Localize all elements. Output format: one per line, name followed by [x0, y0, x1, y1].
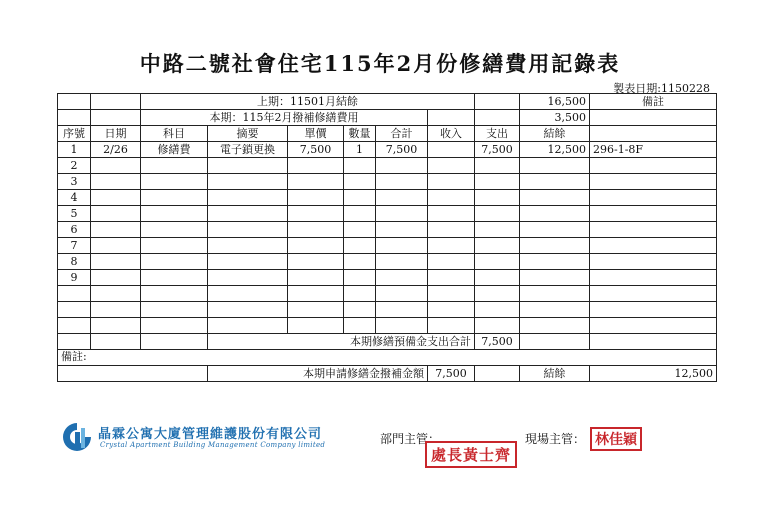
dept-supervisor-label: 部門主管：: [380, 432, 441, 446]
cell-expense: [475, 254, 520, 270]
cell-price: [288, 318, 344, 334]
cell-no: 4: [58, 190, 91, 206]
cell-summary: [208, 286, 288, 302]
cell-qty: [344, 190, 376, 206]
cell-summary: [208, 190, 288, 206]
cell-qty: [344, 174, 376, 190]
cell-date: [91, 174, 141, 190]
col-header-income: 收入: [428, 126, 475, 142]
cell-expense: [475, 270, 520, 286]
cell-qty: [344, 222, 376, 238]
cell-balance: [520, 302, 590, 318]
table-row: [58, 142, 717, 158]
cell-expense: [475, 302, 520, 318]
cell-qty: [344, 238, 376, 254]
cell-note: [590, 318, 717, 334]
cell-total: [376, 270, 428, 286]
cell-price: [288, 254, 344, 270]
cell-summary: [208, 174, 288, 190]
cell-subject: [141, 302, 208, 318]
table-row: [58, 302, 717, 318]
cell-note: [590, 158, 717, 174]
cell-expense: [475, 286, 520, 302]
cell-qty: 1: [344, 142, 376, 158]
cell-no: 7: [58, 238, 91, 254]
company-name: 晶霖公寓大廈管理維護股份有限公司: [98, 427, 323, 442]
footer: [60, 420, 720, 480]
cell-expense: [475, 318, 520, 334]
cell-date: [91, 270, 141, 286]
cell-income: [428, 222, 475, 238]
final-balance-amount: 12,500: [590, 366, 717, 382]
cell-subject: [141, 190, 208, 206]
total-expense-label: 本期修繕預備金支出合計: [208, 334, 475, 350]
cell-income: [428, 318, 475, 334]
cell-note: [590, 238, 717, 254]
company-logo-icon: [60, 420, 94, 454]
cell-total: [376, 318, 428, 334]
cell-summary: [208, 222, 288, 238]
cell-qty: [344, 302, 376, 318]
cell-balance: [520, 190, 590, 206]
cell-balance: [520, 270, 590, 286]
col-header-date: 日期: [91, 126, 141, 142]
cell-total: [376, 254, 428, 270]
summary-current-row: [58, 110, 717, 126]
cell-subject: 修繕費: [141, 142, 208, 158]
cell-subject: [141, 270, 208, 286]
cell-summary: [208, 238, 288, 254]
cell-price: [288, 302, 344, 318]
cell-note: 296-1-8F: [590, 142, 717, 158]
cell-total: [376, 222, 428, 238]
cell-total: [376, 206, 428, 222]
total-expense-row: [58, 334, 717, 350]
cell-note: [590, 302, 717, 318]
cell-date: 2/26: [91, 142, 141, 158]
table-row: [58, 318, 717, 334]
cell-income: [428, 254, 475, 270]
cell-total: [376, 238, 428, 254]
col-header-balance: 結餘: [520, 126, 590, 142]
remarks-header: 備註: [590, 94, 717, 110]
cell-price: [288, 222, 344, 238]
cell-summary: [208, 254, 288, 270]
cell-expense: [475, 158, 520, 174]
final-row: [58, 366, 717, 382]
cell-note: [590, 174, 717, 190]
cell-expense: [475, 238, 520, 254]
form-title: 中路二號社會住宅115年2月份修繕費用記錄表: [139, 51, 621, 76]
cell-total: [376, 286, 428, 302]
prepared-date: 製表日期:1150228: [613, 82, 710, 95]
cell-qty: [344, 270, 376, 286]
cell-expense: 7,500: [475, 142, 520, 158]
cell-no: 5: [58, 206, 91, 222]
cell-income: [428, 142, 475, 158]
cell-qty: [344, 206, 376, 222]
cell-qty: [344, 158, 376, 174]
cell-no: 2: [58, 158, 91, 174]
col-header-note: [590, 126, 717, 142]
site-supervisor-stamp: 林佳穎: [590, 427, 642, 451]
cell-summary: [208, 206, 288, 222]
final-balance-label: 結餘: [520, 366, 590, 382]
cell-balance: [520, 286, 590, 302]
cell-summary: [208, 158, 288, 174]
summary-previous-row: [58, 94, 717, 110]
cell-total: [376, 190, 428, 206]
cell-date: [91, 286, 141, 302]
cell-note: [590, 190, 717, 206]
cell-total: 7,500: [376, 142, 428, 158]
site-supervisor-label: 現場主管：: [525, 432, 586, 446]
cell-date: [91, 302, 141, 318]
cell-date: [91, 254, 141, 270]
cell-subject: [141, 206, 208, 222]
cell-date: [91, 190, 141, 206]
cell-no: [58, 302, 91, 318]
cell-no: 1: [58, 142, 91, 158]
cell-price: [288, 270, 344, 286]
col-header-summary: 摘要: [208, 126, 288, 142]
company-logo: [60, 420, 326, 454]
current-period-amount: 3,500: [520, 110, 590, 126]
cell-date: [91, 206, 141, 222]
col-header-no: 序號: [58, 126, 91, 142]
previous-period-label: 上期：11501月結餘: [141, 94, 475, 110]
cell-no: 8: [58, 254, 91, 270]
cell-date: [91, 158, 141, 174]
col-header-subject: 科目: [141, 126, 208, 142]
cell-expense: [475, 206, 520, 222]
cell-balance: [520, 206, 590, 222]
cell-summary: [208, 318, 288, 334]
cell-note: [590, 270, 717, 286]
table-row: [58, 158, 717, 174]
cell-subject: [141, 222, 208, 238]
cell-date: [91, 238, 141, 254]
cell-date: [91, 318, 141, 334]
cell-income: [428, 302, 475, 318]
cell-subject: [141, 286, 208, 302]
table-row: [58, 270, 717, 286]
total-expense-amount: 7,500: [475, 334, 520, 350]
cell-price: [288, 174, 344, 190]
cell-balance: [520, 254, 590, 270]
cell-total: [376, 174, 428, 190]
ledger-body: [58, 142, 717, 334]
cell-price: 7,500: [288, 142, 344, 158]
cell-note: [590, 286, 717, 302]
cell-qty: [344, 318, 376, 334]
ledger-table: [57, 93, 717, 382]
col-header-price: 單價: [288, 126, 344, 142]
cell-no: [58, 318, 91, 334]
cell-income: [428, 286, 475, 302]
header-row: [58, 126, 717, 142]
cell-summary: 電子鎖更換: [208, 142, 288, 158]
table-row: [58, 286, 717, 302]
cell-balance: 12,500: [520, 142, 590, 158]
cell-balance: [520, 238, 590, 254]
dept-supervisor-stamp: 處長黃士齊: [425, 441, 517, 468]
cell-no: 3: [58, 174, 91, 190]
cell-total: [376, 158, 428, 174]
cell-subject: [141, 318, 208, 334]
cell-qty: [344, 286, 376, 302]
cell-summary: [208, 302, 288, 318]
cell-expense: [475, 222, 520, 238]
cell-summary: [208, 270, 288, 286]
current-period-label: 本期：115年2月撥補修繕費用: [141, 110, 428, 126]
memo-row: [58, 350, 717, 366]
cell-income: [428, 238, 475, 254]
cell-expense: [475, 190, 520, 206]
cell-total: [376, 302, 428, 318]
memo-label: 備註:: [58, 350, 717, 366]
cell-price: [288, 206, 344, 222]
cell-balance: [520, 318, 590, 334]
cell-no: 9: [58, 270, 91, 286]
cell-qty: [344, 254, 376, 270]
cell-price: [288, 190, 344, 206]
cell-no: 6: [58, 222, 91, 238]
cell-income: [428, 174, 475, 190]
cell-subject: [141, 158, 208, 174]
col-header-qty: 數量: [344, 126, 376, 142]
table-row: [58, 190, 717, 206]
previous-period-amount: 16,500: [520, 94, 590, 110]
company-name-en: Crystal Apartment Building Management Company limited: [100, 441, 326, 449]
cell-balance: [520, 222, 590, 238]
cell-expense: [475, 174, 520, 190]
cell-income: [428, 270, 475, 286]
table-row: [58, 254, 717, 270]
final-request-amount: 7,500: [428, 366, 475, 382]
cell-subject: [141, 254, 208, 270]
cell-subject: [141, 238, 208, 254]
cell-note: [590, 222, 717, 238]
table-row: [58, 222, 717, 238]
col-header-expense: 支出: [475, 126, 520, 142]
cell-no: [58, 286, 91, 302]
final-request-label: 本期申請修繕金撥補金額: [208, 366, 428, 382]
col-header-total: 合計: [376, 126, 428, 142]
cell-income: [428, 190, 475, 206]
table-row: [58, 206, 717, 222]
cell-note: [590, 254, 717, 270]
cell-income: [428, 158, 475, 174]
cell-balance: [520, 158, 590, 174]
cell-price: [288, 238, 344, 254]
table-row: [58, 174, 717, 190]
table-row: [58, 238, 717, 254]
cell-note: [590, 206, 717, 222]
cell-income: [428, 206, 475, 222]
cell-price: [288, 158, 344, 174]
cell-subject: [141, 174, 208, 190]
cell-balance: [520, 174, 590, 190]
cell-date: [91, 222, 141, 238]
cell-price: [288, 286, 344, 302]
